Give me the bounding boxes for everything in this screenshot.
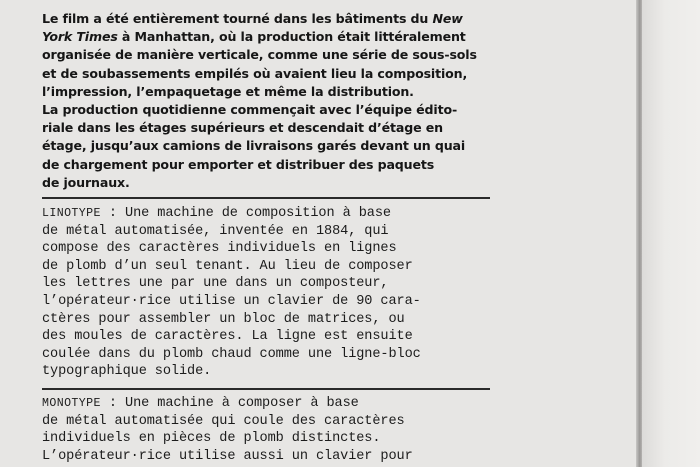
definition-line: [42, 205, 502, 223]
glossary-term: MONOTYPE: [42, 397, 101, 410]
definition-line: de métal automatisée, inventée en 1884, qui: [42, 223, 389, 239]
divider-rule: [42, 197, 490, 199]
intro-line: et de soubassements empilés où avaient lieu la composition,: [42, 65, 468, 81]
definition-line: typographique solide.: [42, 364, 212, 380]
definition-line: l’opérateur·rice utilise un clavier de 90 cara-: [42, 293, 421, 309]
intro-line: riale dans les étages supérieurs et descendait d’étage en: [42, 120, 443, 136]
intro-paragraph: [42, 10, 502, 192]
definition-line: de plomb d’un seul tenant. Au lieu de composer: [42, 258, 413, 274]
intro-line: étage, jusqu’aux camions de livraisons garés devant un quai: [42, 138, 466, 154]
definition-line: [42, 395, 502, 413]
newspaper-title: York Times: [42, 29, 118, 45]
facing-page: [642, 0, 700, 467]
intro-line: de chargement pour emporter et distribuer des paquets: [42, 156, 435, 172]
glossary-term: LINOTYPE: [42, 207, 101, 220]
linotype-definition: [42, 205, 502, 381]
definition-line: L’opérateur·rice utilise aussi un clavier pour: [42, 448, 413, 464]
divider-rule: [42, 388, 490, 390]
definition-line: les lettres une par une dans un composteur,: [42, 276, 389, 292]
definition-line: de métal automatisée qui coule des caractères: [42, 413, 405, 429]
definition-line: compose des caractères individuels en lignes: [42, 241, 397, 257]
definition-line: individuels en pièces de plomb distinctes.: [42, 431, 381, 447]
newspaper-title: New: [432, 11, 463, 26]
monotype-definition: [42, 395, 502, 465]
definition-text: : Une machine de composition à base: [100, 206, 391, 221]
intro-line: de journaux.: [42, 174, 130, 190]
intro-line: [42, 10, 502, 28]
definition-line: des moules de caractères. La ligne est ensuite: [42, 329, 413, 345]
intro-text: Le film a été entièrement tourné dans les bâtiments du: [42, 11, 433, 26]
intro-line: l’impression, l’empaquetage et même la distribution.: [42, 83, 414, 99]
definition-line: coulée dans du plomb chaud comme une ligne-bloc: [42, 346, 421, 362]
intro-line: [42, 28, 502, 46]
intro-line: La production quotidienne commençait avec l’équipe édito-: [42, 102, 458, 118]
definition-text: : Une machine à composer à base: [100, 396, 359, 411]
intro-text: à Manhattan, où la production était littéralement: [117, 29, 466, 45]
definition-line: ctères pour assembler un bloc de matrices, ou: [42, 311, 405, 327]
intro-line: organisée de manière verticale, comme une série de sous-sols: [42, 47, 477, 63]
